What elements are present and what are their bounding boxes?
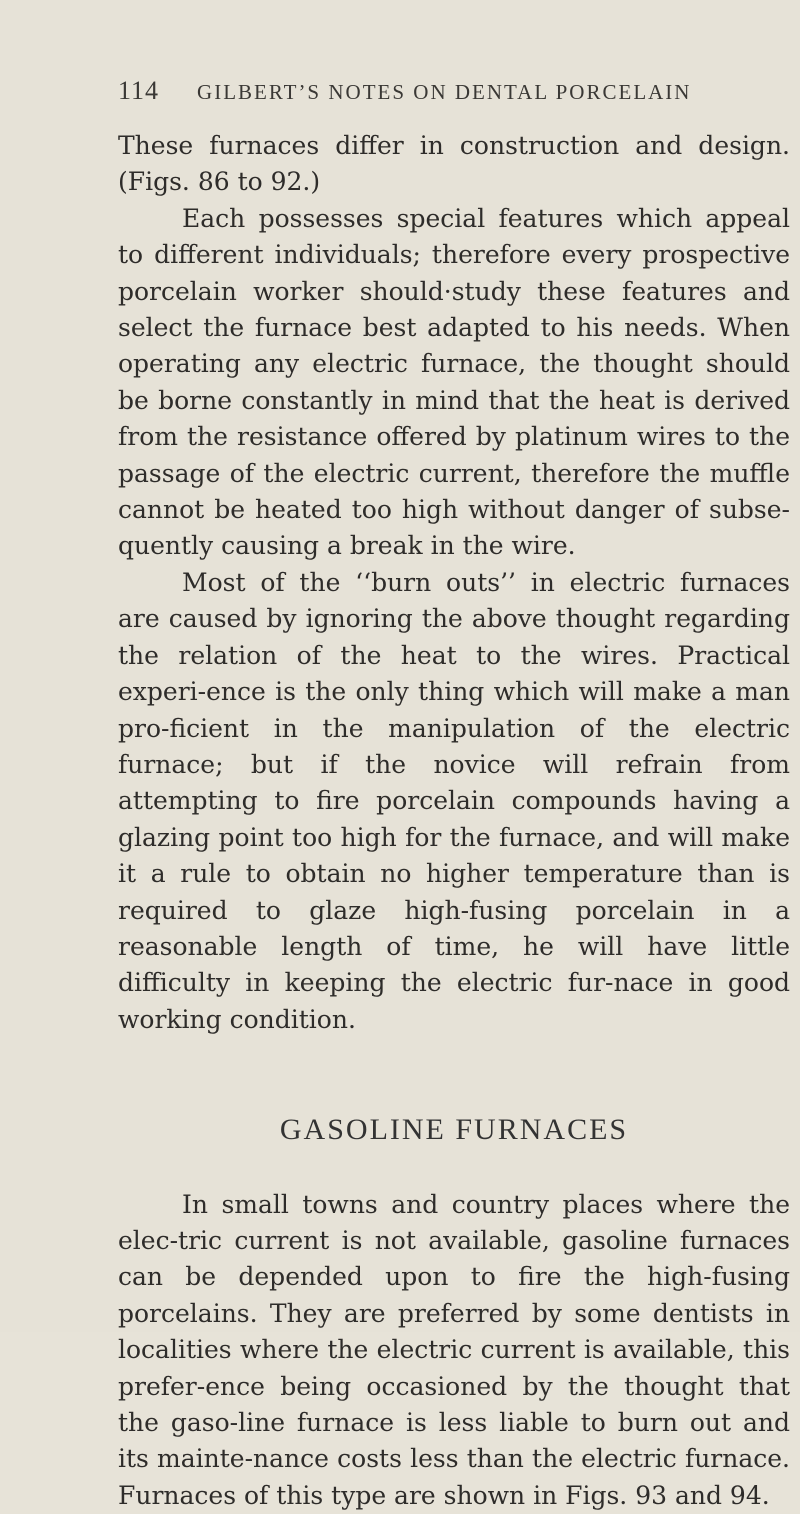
page-header	[118, 76, 698, 116]
paragraph-2: Each possesses special features which appeal to different individuals; therefore every prospective porcelain worker should·study these features and select the furnace best adapted to his needs. When operating any electric furnace, the thought should be borne constantly in mind that the heat is derived from the resistance offered by platinum wires to the passage of the electric current, therefore the muffle cannot be heated too high without danger of subse-quently causing a break in the wire.	[118, 203, 790, 561]
paragraph-3: Most of the ‘‘burn outs’’ in electric furnaces are caused by ignoring the above thought regarding the relation of the heat to the wires. Practical experi-ence is the only thing which will make a man pro-ficient in the manipulation of the electric furnace; but if the novice will refrain from attempting to fire porcelain compounds having a glazing point too high for the furnace, and will make it a rule to obtain no higher temperature than is required to glaze high-fusing porcelain in a reasonable length of time, he will have little difficulty in keeping the electric fur-nace in good working condition.	[118, 567, 790, 1034]
running-head: GILBERT’S NOTES ON DENTAL PORCELAIN	[197, 80, 692, 104]
paragraph-1: These furnaces differ in construction and design. (Figs. 86 to 92.)	[118, 131, 790, 197]
section-heading: GASOLINE FURNACES	[279, 1113, 629, 1147]
page-body	[118, 128, 790, 1514]
page-number: 114	[118, 76, 160, 105]
section-paragraph: In small towns and country places where the elec-tric current is not available, gasoline furnaces can be depended upon to fire the high-fusing porcelains. They are preferred by some dentists in localities where the electric current is available, this prefer-ence being occasioned by the thought that the gaso-line furnace is less liable to burn out and its mainte-nance costs less than the electric furnace. Furnaces of this type are shown in Figs. 93 and 94.	[118, 1189, 790, 1510]
